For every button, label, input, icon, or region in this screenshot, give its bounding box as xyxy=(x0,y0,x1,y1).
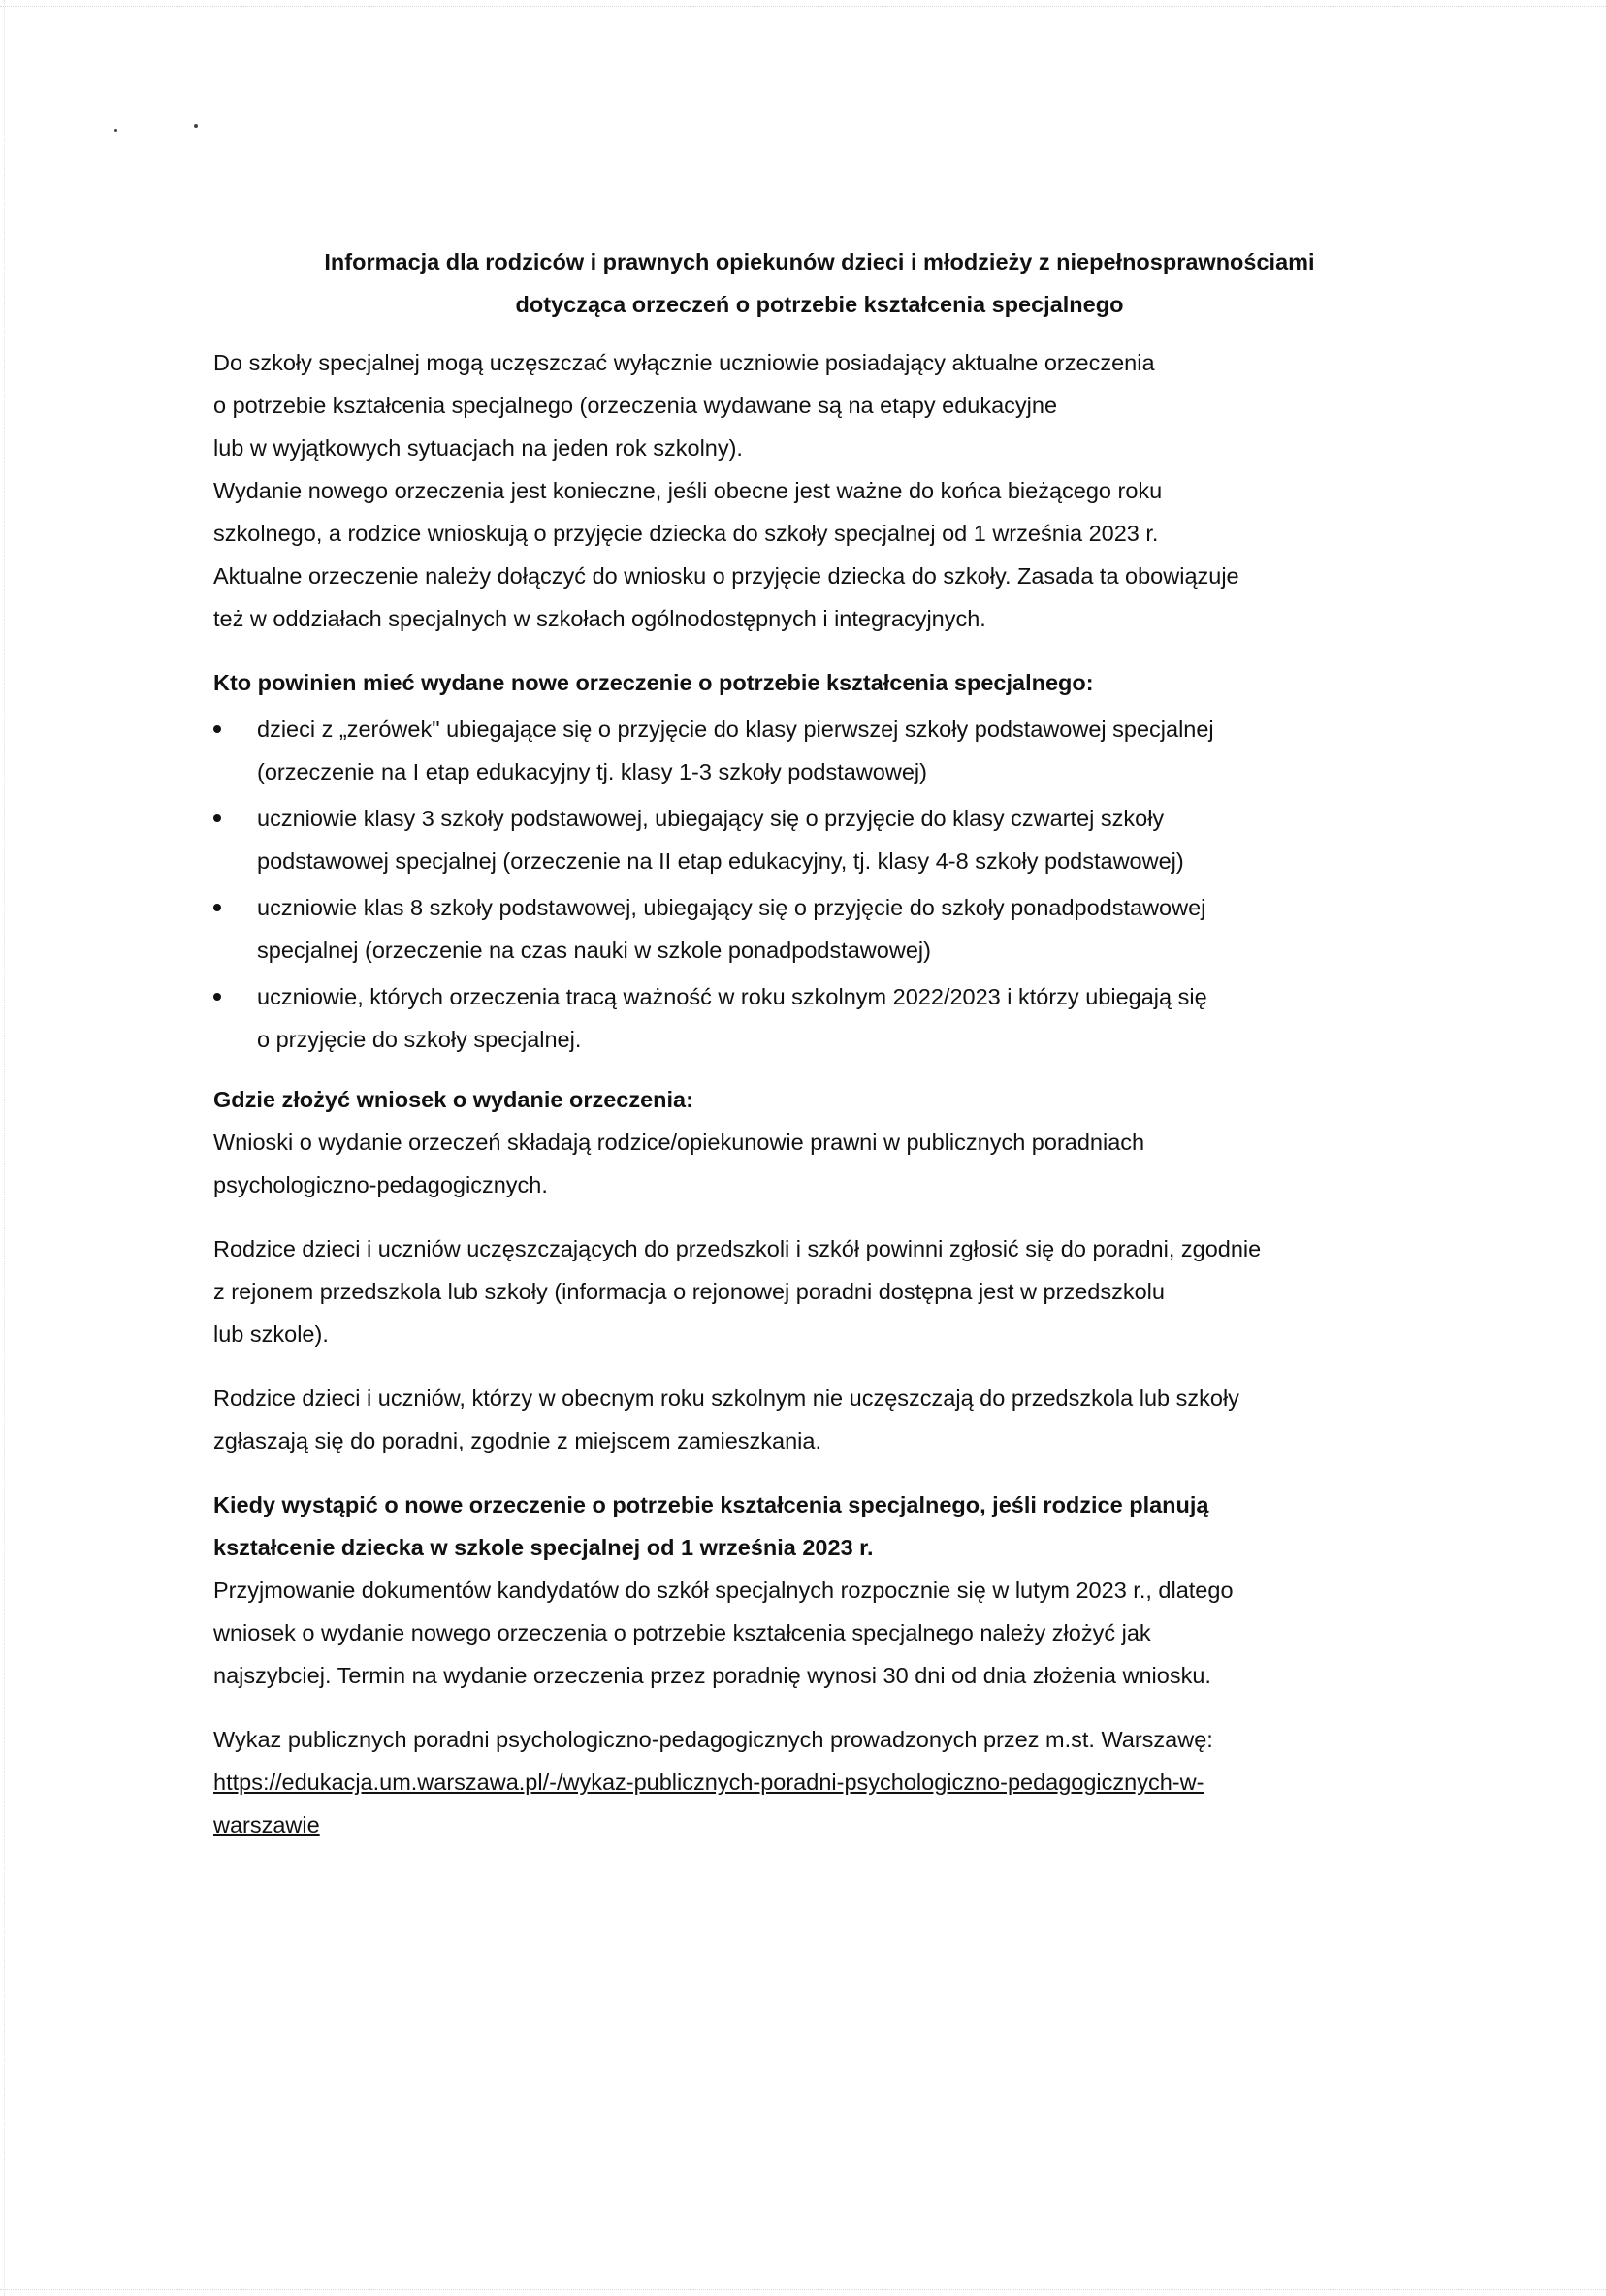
where-paragraph-3 xyxy=(213,1377,1426,1462)
poradnie-link-continued[interactable]: warszawie xyxy=(213,1812,320,1837)
list-info-text: Wykaz publicznych poradni psychologiczno-pedagogicznych prowadzonych przez m.st. Warszawę: xyxy=(213,1727,1213,1752)
paragraph-line: psychologiczno-pedagogicznych. xyxy=(213,1172,548,1197)
where-paragraph-2 xyxy=(213,1228,1426,1355)
heading-line: kształcenie dziecka w szkole specjalnej od 1 września 2023 r. xyxy=(213,1535,874,1560)
where-heading: Gdzie złożyć wniosek o wydanie orzeczenia: xyxy=(213,1087,693,1112)
when-paragraph xyxy=(213,1569,1426,1697)
list-item xyxy=(213,797,1426,882)
list-item xyxy=(213,975,1426,1061)
list-item xyxy=(213,708,1426,793)
list-item-line: o przyjęcie do szkoły specjalnej. xyxy=(257,1027,582,1052)
heading-line: Kiedy wystąpić o nowe orzeczenie o potrzebie kształcenia specjalnego, jeśli rodzice planują xyxy=(213,1492,1209,1517)
paragraph-line: Rodzice dzieci i uczniów uczęszczających do przedszkoli i szkół powinni zgłosić się do poradni, zgodnie xyxy=(213,1236,1262,1261)
intro-line: lub w wyjątkowych sytuacjach na jeden rok szkolny). xyxy=(213,435,743,461)
scan-edge-top xyxy=(0,0,1606,7)
intro-paragraph xyxy=(213,341,1426,640)
paragraph-line: wniosek o wydanie nowego orzeczenia o potrzebie kształcenia specjalnego należy złożyć jak xyxy=(213,1620,1151,1645)
intro-line: o potrzebie kształcenia specjalnego (orzeczenia wydawane są na etapy edukacyjne xyxy=(213,393,1058,418)
list-info-paragraph xyxy=(213,1718,1426,1846)
paragraph-line: Rodzice dzieci i uczniów, którzy w obecnym roku szkolnym nie uczęszczają do przedszkola lub szkoły xyxy=(213,1386,1239,1411)
list-item-line: dzieci z „zerówek" ubiegające się o przyjęcie do klasy pierwszej szkoły podstawowej specjalnej xyxy=(257,717,1214,742)
scan-edge-left xyxy=(4,0,7,2296)
list-item-line: specjalnej (orzeczenie na czas nauki w szkole ponadpodstawowej) xyxy=(257,938,931,963)
list-item-line: uczniowie, których orzeczenia tracą ważność w roku szkolnym 2022/2023 i którzy ubiegają się xyxy=(257,984,1207,1009)
bullet-icon xyxy=(213,904,221,911)
intro-line: Do szkoły specjalnej mogą uczęszczać wyłącznie uczniowie posiadający aktualne orzeczenia xyxy=(213,350,1155,375)
list-item xyxy=(213,886,1426,972)
intro-line: szkolnego, a rodzice wnioskują o przyjęcie dziecka do szkoły specjalnej od 1 września 2023 r. xyxy=(213,521,1159,546)
who-list xyxy=(213,708,1426,1061)
paragraph-line: Wnioski o wydanie orzeczeń składają rodzice/opiekunowie prawni w publicznych poradniach xyxy=(213,1130,1145,1155)
bullet-icon xyxy=(213,814,221,822)
scan-speck xyxy=(194,124,198,128)
title-line-2: dotycząca orzeczeń o potrzebie kształcenia specjalnego xyxy=(515,292,1124,317)
poradnie-link[interactable]: https://edukacja.um.warszawa.pl/-/wykaz-publicznych-poradni-psychologiczno-pedagogicznych-w- xyxy=(213,1770,1204,1795)
paragraph-line: zgłaszają się do poradni, zgodnie z miejscem zamieszkania. xyxy=(213,1428,821,1453)
where-paragraph-1 xyxy=(213,1121,1426,1206)
who-heading: Kto powinien mieć wydane nowe orzeczenie o potrzebie kształcenia specjalnego: xyxy=(213,670,1094,695)
paragraph-line: najszybciej. Termin na wydanie orzeczenia przez poradnię wynosi 30 dni od dnia złożenia wniosku. xyxy=(213,1663,1211,1688)
paragraph-line: Przyjmowanie dokumentów kandydatów do szkół specjalnych rozpocznie się w lutym 2023 r., dlatego xyxy=(213,1578,1234,1603)
intro-line: Wydanie nowego orzeczenia jest konieczne, jeśli obecne jest ważne do końca bieżącego roku xyxy=(213,478,1163,503)
when-heading xyxy=(213,1483,1426,1569)
bullet-icon xyxy=(213,993,221,1001)
scan-edge-bottom xyxy=(0,2289,1606,2296)
list-item-line: uczniowie klas 8 szkoły podstawowej, ubiegający się o przyjęcie do szkoły ponadpodstawowej xyxy=(257,895,1206,920)
list-item-line: (orzeczenie na I etap edukacyjny tj. klasy 1-3 szkoły podstawowej) xyxy=(257,759,927,784)
bullet-icon xyxy=(213,725,221,733)
list-item-line: uczniowie klasy 3 szkoły podstawowej, ubiegający się o przyjęcie do klasy czwartej szkoły xyxy=(257,806,1165,831)
paragraph-line: z rejonem przedszkola lub szkoły (informacja o rejonowej poradni dostępna jest w przedszkolu xyxy=(213,1279,1165,1304)
scan-speck xyxy=(114,129,117,132)
title-line-1: Informacja dla rodziców i prawnych opiekunów dzieci i młodzieży z niepełnosprawnościami xyxy=(324,249,1315,274)
paragraph-line: lub szkole). xyxy=(213,1322,329,1347)
list-item-line: podstawowej specjalnej (orzeczenie na II etap edukacyjny, tj. klasy 4-8 szkoły podstawowej) xyxy=(257,848,1184,874)
document-title xyxy=(213,240,1426,326)
intro-line: Aktualne orzeczenie należy dołączyć do wniosku o przyjęcie dziecka do szkoły. Zasada ta obowiązuje xyxy=(213,563,1239,589)
intro-line: też w oddziałach specjalnych w szkołach ogólnodostępnych i integracyjnych. xyxy=(213,606,986,631)
document-content xyxy=(213,240,1426,1846)
